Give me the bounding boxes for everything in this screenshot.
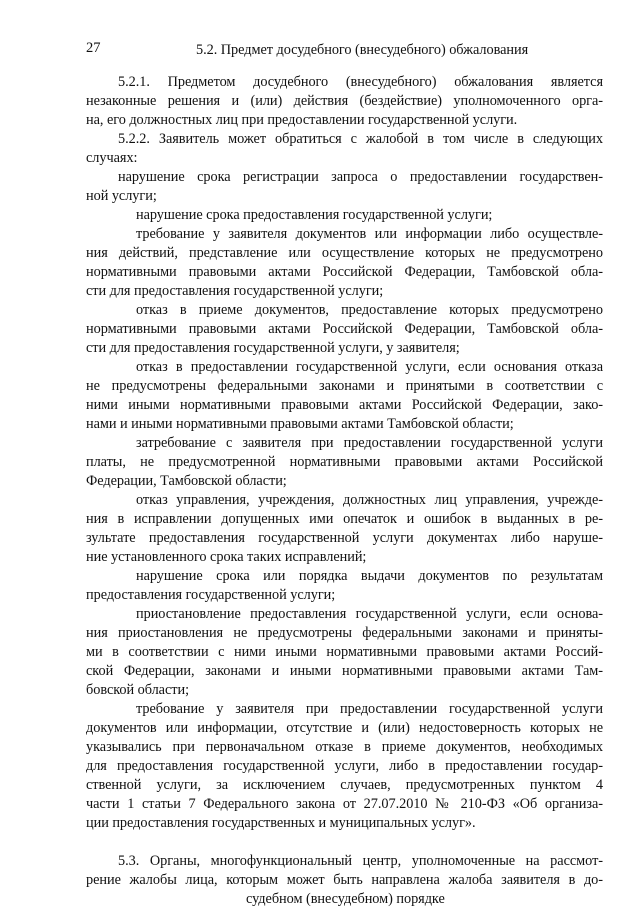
text-line: ния действий, представление или осуществление которых не предусмотрено <box>86 245 603 261</box>
text-line: отказ управления, учреждения, должностных лиц управления, учрежде- <box>136 492 603 508</box>
text-line: 5.2.1. Предметом досудебного (внесудебного) обжалования является <box>118 74 603 90</box>
text-line: незаконные решения и (или) действия (бездействие) уполномоченного орга- <box>86 93 603 109</box>
text-line: предоставления государственной услуги; <box>86 587 336 603</box>
text-line: сти для предоставления государственной услуги; <box>86 283 384 299</box>
page-number: 27 <box>86 40 101 56</box>
text-line: ния приостановления не предусмотрены федеральными законами и приняты- <box>86 625 603 641</box>
text-line: требование у заявителя при предоставлении государственной услуги <box>136 701 603 717</box>
text-line: зультате предоставления государственной услуги документах либо наруше- <box>86 530 603 546</box>
text-line: случаях: <box>86 150 138 166</box>
text-line: отказ в предоставлении государственной услуги, если основания отказа <box>136 359 603 375</box>
text-line: нормативными правовыми актами Российской Федерации, Тамбовской обла- <box>86 264 603 280</box>
text-line: части 1 статьи 7 Федерального закона от 27.07.2010 № 210-ФЗ «Об организа- <box>86 796 603 812</box>
text-line: рение жалобы лица, которым может быть направлена жалоба заявителя в до- <box>86 872 603 888</box>
text-line: не предусмотрены федеральными законами и принятыми в соответствии с <box>86 378 603 394</box>
text-line: ми в соответствии с ними иными нормативными правовыми актами Россий- <box>86 644 603 660</box>
text-line: нарушение срока или порядка выдачи документов по результатам <box>136 568 603 584</box>
text-line: ними иными нормативными правовыми актами Российской Федерации, зако- <box>86 397 603 413</box>
text-line: Федерации, Тамбовской области; <box>86 473 287 489</box>
text-line: ской Федерации, законами и иными нормативными правовыми актами Там- <box>86 663 603 679</box>
text-line: затребование с заявителя при предоставлении государственной услуги <box>136 435 603 451</box>
text-line: 5.3. Органы, многофункциональный центр, уполномоченные на рассмот- <box>118 853 603 869</box>
text-line: ние установленного срока таких исправлений; <box>86 549 367 565</box>
text-line: ния в исправлении допущенных ими опечаток и ошибок в выданных в ре- <box>86 511 603 527</box>
text-line: указывались при первоначальном отказе в приеме документов, необходимых <box>86 739 603 755</box>
text-line: 5.2.2. Заявитель может обратиться с жалобой в том числе в следующих <box>118 131 603 147</box>
text-line: документов или информации, отсутствие и (или) недостоверность которых не <box>86 720 603 736</box>
text-line: судебном (внесудебном) порядке <box>246 891 445 907</box>
text-line: на, его должностных лиц при предоставлении государственной услуги. <box>86 112 518 128</box>
text-line: сти для предоставления государственной услуги, у заявителя; <box>86 340 460 356</box>
text-line: нормативными правовыми актами Российской Федерации, Тамбовской обла- <box>86 321 603 337</box>
text-line: нарушение срока предоставления государственной услуги; <box>136 207 493 223</box>
text-line: нами и иными нормативными правовыми актами Тамбовской области; <box>86 416 514 432</box>
text-line: ции предоставления государственных и муниципальных услуг». <box>86 815 476 831</box>
text-line: приостановление предоставления государственной услуги, если основа- <box>136 606 603 622</box>
text-line: ственной услуги, за исключением случаев, предусмотренных пунктом 4 <box>86 777 603 793</box>
text-line: отказ в приеме документов, предоставление которых предусмотрено <box>136 302 603 318</box>
section-heading: 5.2. Предмет досудебного (внесудебного) обжалования <box>196 42 529 58</box>
text-line: для предоставления государственной услуги, либо в предоставлении государ- <box>86 758 603 774</box>
text-line: платы, не предусмотренной нормативными правовыми актами Российской <box>86 454 603 470</box>
text-line: бовской области; <box>86 682 189 698</box>
text-line: ной услуги; <box>86 188 157 204</box>
text-line: требование у заявителя документов или информации либо осуществле- <box>136 226 603 242</box>
text-line: нарушение срока регистрации запроса о предоставлении государствен- <box>118 169 603 185</box>
